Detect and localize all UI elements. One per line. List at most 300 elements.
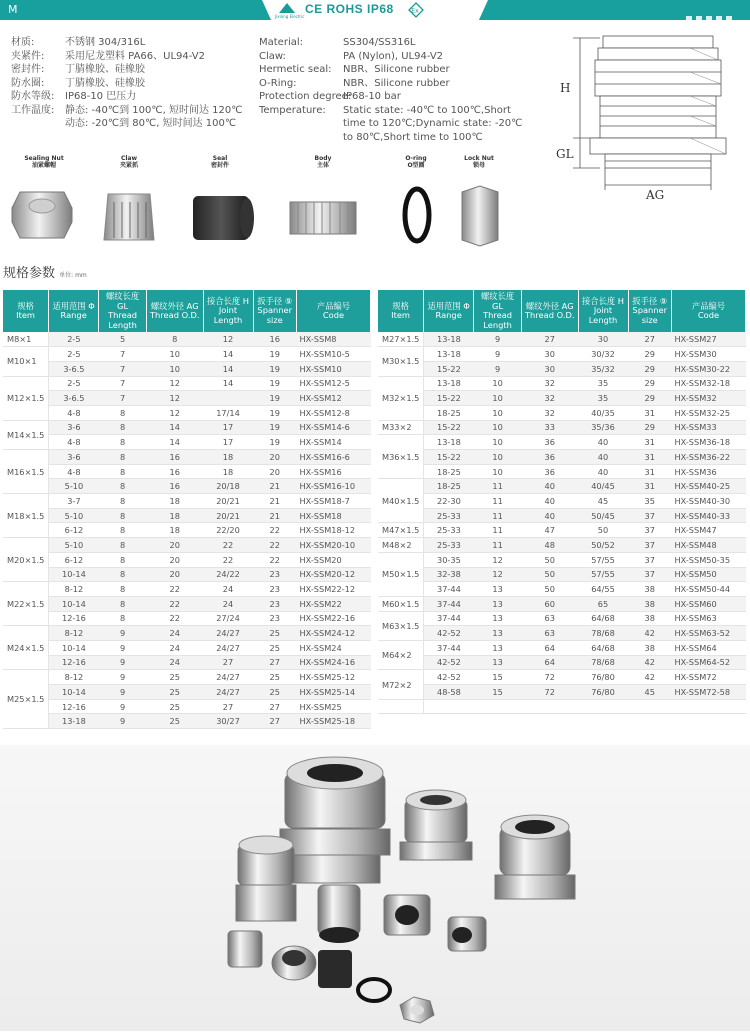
table-row xyxy=(3,450,371,465)
gland-medium xyxy=(400,790,472,860)
table-cell: 7 xyxy=(99,361,147,376)
table-cell: 20/21 xyxy=(203,494,253,509)
table-cell: HX-SSM18 xyxy=(297,508,371,523)
spec-row xyxy=(11,90,256,104)
table-cell: 8 xyxy=(99,450,147,465)
spec-row xyxy=(259,63,519,77)
table-cell: 12 xyxy=(146,405,203,420)
table-cell: 12 xyxy=(474,552,522,567)
table-cell: 3-6.5 xyxy=(49,361,99,376)
table-cell: 10 xyxy=(474,376,522,391)
table-cell: 5-10 xyxy=(49,508,99,523)
column-header-cn: 接合长度 H xyxy=(581,295,625,306)
table-cell: 38 xyxy=(628,611,671,626)
spec-row xyxy=(259,50,519,64)
table-cell: 38 xyxy=(628,582,671,597)
spec-key: Protection degree: xyxy=(259,91,352,102)
table-cell: 31 xyxy=(628,450,671,465)
table-cell: 78/68 xyxy=(578,626,628,641)
size-cell: M72×2 xyxy=(378,670,424,699)
table-cell: HX-SSM25-14 xyxy=(297,685,371,700)
table-cell: 25-33 xyxy=(424,523,474,538)
table-cell: HX-SSM16 xyxy=(297,464,371,479)
table-cell xyxy=(672,699,746,714)
svg-text:Jixiang Electric: Jixiang Electric xyxy=(275,14,305,19)
ex-mark-icon xyxy=(408,2,424,18)
part-name-en: O-ring xyxy=(405,155,427,162)
drawing-label-h: H xyxy=(560,81,571,95)
table-cell: 4-8 xyxy=(49,405,99,420)
spec-value: 动态: -20℃到 80℃, 短时间达 100℃ xyxy=(65,118,237,129)
size-cell: M14×1.5 xyxy=(3,420,49,449)
part-name-cn: O型圈 xyxy=(407,162,425,169)
table-cell: HX-SSM32 xyxy=(672,391,746,406)
table-cell: 17 xyxy=(203,435,253,450)
table-cell: 12-16 xyxy=(49,655,99,670)
spec-value: 静态: -40℃到 100℃, 短时间达 120℃ xyxy=(65,104,243,116)
table-row xyxy=(378,347,746,362)
table-cell: 18 xyxy=(203,450,253,465)
spec-key: 密封件: xyxy=(11,64,45,75)
header-bar xyxy=(0,0,750,20)
table-cell: 9 xyxy=(99,626,147,641)
column-header-en: Spanner size xyxy=(632,305,668,325)
table-cell: 20 xyxy=(146,552,203,567)
table-cell: 36 xyxy=(521,464,578,479)
column-header-cn: 螺纹外径 AG xyxy=(150,300,199,311)
table-cell: 29 xyxy=(628,376,671,391)
column-header-cn: 规格 xyxy=(17,300,34,311)
table-cell: 18-25 xyxy=(424,464,474,479)
table-cell xyxy=(424,699,474,714)
table-cell: 40 xyxy=(578,435,628,450)
table-row xyxy=(378,494,746,509)
table-cell: 11 xyxy=(474,523,522,538)
table-cell: 20 xyxy=(146,538,203,553)
product-photo xyxy=(0,745,750,1031)
column-header-en: Item xyxy=(16,310,36,320)
table-cell: HX-SSM25 xyxy=(297,699,371,714)
table-cell: 20/21 xyxy=(203,508,253,523)
table-cell: 10 xyxy=(474,450,522,465)
spec-value: SS304/SS316L xyxy=(343,37,416,48)
table-cell: 29 xyxy=(628,347,671,362)
column-header-en: Item xyxy=(391,310,411,320)
table-cell: 8 xyxy=(99,552,147,567)
column-header-cn: 螺纹外径 AG xyxy=(525,300,574,311)
table-cell: 9 xyxy=(474,347,522,362)
table-cell: 47 xyxy=(521,523,578,538)
table-cell: HX-SSM36-22 xyxy=(672,450,746,465)
spec-row xyxy=(259,131,519,145)
table-cell: 31 xyxy=(628,479,671,494)
table-cell: 50/45 xyxy=(578,508,628,523)
table-cell: 21 xyxy=(253,508,296,523)
column-header xyxy=(49,290,99,332)
table-row xyxy=(378,332,746,347)
table-cell: 38 xyxy=(628,596,671,611)
size-cell: M64×2 xyxy=(378,640,424,669)
table-cell: 10 xyxy=(146,361,203,376)
column-header-en: Thread O.D. xyxy=(524,310,575,320)
column-header-cn: 产品编号 xyxy=(316,300,351,311)
spec-table-title xyxy=(3,262,87,281)
table-row xyxy=(378,655,746,670)
table-cell: 22-30 xyxy=(424,494,474,509)
table-row xyxy=(3,552,371,567)
table-row xyxy=(378,405,746,420)
size-cell xyxy=(378,699,424,714)
table-row xyxy=(378,523,746,538)
table-cell: HX-SSM27 xyxy=(672,332,746,347)
table-row xyxy=(3,626,371,641)
table-cell: HX-SSM25-18 xyxy=(297,714,371,729)
table-cell: 23 xyxy=(253,582,296,597)
spec-value: PA (Nylon), UL94-V2 xyxy=(343,50,444,62)
spec-value: NBR、Silicone rubber xyxy=(343,64,450,75)
table-cell: 8-12 xyxy=(49,626,99,641)
parts-illustration xyxy=(0,152,510,252)
table-cell: 19 xyxy=(253,435,296,450)
column-header-cn: 扳手径 ⑨ xyxy=(257,295,293,306)
table-cell: HX-SSM30 xyxy=(672,347,746,362)
table-cell: 9 xyxy=(99,670,147,685)
table-cell: 50/52 xyxy=(578,538,628,553)
table-cell: 19 xyxy=(253,405,296,420)
table-row xyxy=(378,376,746,391)
table-cell: HX-SSM8 xyxy=(297,332,371,347)
column-header xyxy=(146,290,203,332)
table-cell: 35 xyxy=(578,376,628,391)
table-cell: 8 xyxy=(99,567,147,582)
table-cell: 8 xyxy=(99,494,147,509)
table-row xyxy=(3,640,371,655)
column-header xyxy=(474,290,522,332)
column-header-cn: 扳手径 ⑨ xyxy=(632,295,668,306)
table-cell: HX-SSM24-16 xyxy=(297,655,371,670)
table-cell: 20 xyxy=(253,464,296,479)
table-cell: 8-12 xyxy=(49,582,99,597)
table-cell: 38 xyxy=(628,640,671,655)
table-cell: 22 xyxy=(253,552,296,567)
table-cell: 13 xyxy=(474,596,522,611)
table-cell: 27 xyxy=(203,699,253,714)
table-cell: 13 xyxy=(474,640,522,655)
table-cell: 32 xyxy=(521,391,578,406)
table-cell: 65 xyxy=(578,596,628,611)
table-row xyxy=(3,494,371,509)
part-name-en: Seal xyxy=(212,155,228,162)
table-row xyxy=(378,626,746,641)
table-cell: 10 xyxy=(474,405,522,420)
table-cell: HX-SSM60 xyxy=(672,596,746,611)
table-cell: 24/27 xyxy=(203,626,253,641)
table-cell: 25 xyxy=(253,670,296,685)
table-cell: 8 xyxy=(99,420,147,435)
table-row xyxy=(378,699,746,714)
table-cell: 17/14 xyxy=(203,405,253,420)
table-cell: 76/80 xyxy=(578,670,628,685)
table-cell: HX-SSM40-25 xyxy=(672,479,746,494)
table-cell: 14 xyxy=(203,361,253,376)
table-cell: 13-18 xyxy=(424,332,474,347)
table-row xyxy=(3,582,371,597)
spec-value: 丁腈橡胶、硅橡胶 xyxy=(65,64,145,75)
table-cell: 12-16 xyxy=(49,699,99,714)
table-cell: 10 xyxy=(474,420,522,435)
table-row xyxy=(3,538,371,553)
spec-row xyxy=(11,77,256,91)
table-cell: 2-5 xyxy=(49,347,99,362)
table-cell: 27 xyxy=(253,714,296,729)
column-header xyxy=(99,290,147,332)
table-row xyxy=(3,508,371,523)
table-cell: 22/20 xyxy=(203,523,253,538)
table-cell: 20 xyxy=(253,450,296,465)
table-cell: 12 xyxy=(203,332,253,347)
table-cell: 16 xyxy=(146,450,203,465)
table-cell: 37-44 xyxy=(424,640,474,655)
table-cell: 15-22 xyxy=(424,450,474,465)
table-cell: 23 xyxy=(253,596,296,611)
table-cell: 29 xyxy=(628,420,671,435)
table-cell: 57/55 xyxy=(578,552,628,567)
table-cell: 32-38 xyxy=(424,567,474,582)
table-cell: HX-SSM22 xyxy=(297,596,371,611)
table-cell: 10-14 xyxy=(49,640,99,655)
column-header-cn: 产品编号 xyxy=(691,300,726,311)
part-name-en: Body xyxy=(314,155,332,162)
spec-row xyxy=(11,63,256,77)
table-cell: 10 xyxy=(474,435,522,450)
table-cell: 22 xyxy=(146,611,203,626)
part-name-cn: 夹紧抓 xyxy=(119,162,138,169)
table-cell: 40 xyxy=(521,479,578,494)
table-cell: 37-44 xyxy=(424,596,474,611)
table-cell: 16 xyxy=(146,464,203,479)
spec-value: to 80℃,Short time to 100℃ xyxy=(343,131,483,143)
table-cell: 18 xyxy=(146,494,203,509)
table-cell: HX-SSM63 xyxy=(672,611,746,626)
table-cell: 48 xyxy=(521,538,578,553)
table-cell: HX-SSM47 xyxy=(672,523,746,538)
table-cell: 6-12 xyxy=(49,552,99,567)
spec-value: 丁腈橡胶、硅橡胶 xyxy=(65,77,145,89)
table-cell: 40 xyxy=(521,494,578,509)
table-cell: 8 xyxy=(99,479,147,494)
column-header-cn: 接合长度 H xyxy=(206,295,250,306)
table-cell: 40 xyxy=(578,450,628,465)
parts-strip xyxy=(0,152,510,252)
table-cell: 50 xyxy=(578,523,628,538)
part-name-cn: 锁母 xyxy=(472,162,485,169)
table-cell: 9 xyxy=(99,714,147,729)
size-cell: M12×1.5 xyxy=(3,376,49,420)
table-cell: 14 xyxy=(146,435,203,450)
size-cell: M50×1.5 xyxy=(378,552,424,596)
table-cell: HX-SSM24 xyxy=(297,640,371,655)
table-cell: 25 xyxy=(253,640,296,655)
table-cell: HX-SSM64-52 xyxy=(672,655,746,670)
table-cell: 5 xyxy=(99,332,147,347)
table-cell: HX-SSM32-25 xyxy=(672,405,746,420)
table-cell: 9 xyxy=(474,361,522,376)
table-cell: 42 xyxy=(628,655,671,670)
column-header-cn: 规格 xyxy=(392,300,409,311)
table-row xyxy=(3,523,371,538)
table-cell: 22 xyxy=(203,552,253,567)
table-cell: 35 xyxy=(628,494,671,509)
table-cell: 37 xyxy=(628,523,671,538)
spec-title-unit: 单位: mm xyxy=(59,272,87,279)
table-cell: HX-SSM36-18 xyxy=(672,435,746,450)
table-row xyxy=(3,347,371,362)
column-header-cn: 螺纹长度 GL xyxy=(105,291,140,311)
table-cell: 25 xyxy=(253,626,296,641)
table-cell: 30/27 xyxy=(203,714,253,729)
table-row xyxy=(3,685,371,700)
table-cell: HX-SSM22-12 xyxy=(297,582,371,597)
table-cell: HX-SSM72 xyxy=(672,670,746,685)
table-cell: 40/35 xyxy=(578,405,628,420)
table-cell: HX-SSM10-5 xyxy=(297,347,371,362)
table-cell: 13 xyxy=(474,611,522,626)
spec-table-right xyxy=(378,290,746,714)
table-row xyxy=(378,596,746,611)
table-cell: 37-44 xyxy=(424,582,474,597)
table-cell: 64/68 xyxy=(578,611,628,626)
spec-value: NBR、Silicone rubber xyxy=(343,77,450,89)
table-cell: 32 xyxy=(521,405,578,420)
table-cell: 18-25 xyxy=(424,479,474,494)
table-cell: 13-18 xyxy=(424,347,474,362)
table-cell: 9 xyxy=(99,655,147,670)
table-cell: 3-6.5 xyxy=(49,391,99,406)
table-cell: HX-SSM50-35 xyxy=(672,552,746,567)
table-cell: HX-SSM20-12 xyxy=(297,567,371,582)
table-cell: 78/68 xyxy=(578,655,628,670)
table-cell: 13 xyxy=(474,655,522,670)
gland-left xyxy=(236,836,296,921)
table-row xyxy=(3,567,371,582)
table-cell: 16 xyxy=(253,332,296,347)
table-cell: 36 xyxy=(521,435,578,450)
table-cell: 40/45 xyxy=(578,479,628,494)
table-cell: 50 xyxy=(521,552,578,567)
column-header-cn: 适用范围 Φ xyxy=(52,300,95,311)
table-cell: HX-SSM72-58 xyxy=(672,685,746,700)
table-cell: 8 xyxy=(99,582,147,597)
table-row xyxy=(378,538,746,553)
table-cell: HX-SSM10 xyxy=(297,361,371,376)
table-cell: 13 xyxy=(474,626,522,641)
table-cell: 57/55 xyxy=(578,567,628,582)
cable-glands-photo xyxy=(0,745,750,1031)
table-cell: 24 xyxy=(146,655,203,670)
spec-key: Temperature: xyxy=(259,104,326,116)
spec-key: 材质: xyxy=(11,37,35,48)
table-row xyxy=(378,685,746,700)
table-cell: HX-SSM48 xyxy=(672,538,746,553)
table-cell: 11 xyxy=(474,538,522,553)
column-header-en: Code xyxy=(697,310,720,320)
table-cell: 22 xyxy=(253,538,296,553)
table-cell: 8 xyxy=(99,405,147,420)
table-cell: 12 xyxy=(474,567,522,582)
table-cell: 22 xyxy=(203,538,253,553)
table-cell xyxy=(474,699,522,714)
cert-marks: CE ROHS IP68 xyxy=(305,2,394,16)
table-cell: 6-12 xyxy=(49,523,99,538)
loose-parts xyxy=(228,931,434,1023)
table-cell: 63 xyxy=(521,611,578,626)
table-cell: 27 xyxy=(521,332,578,347)
table-row xyxy=(3,361,371,376)
table-cell: 21 xyxy=(253,494,296,509)
table-row xyxy=(378,420,746,435)
column-header-cn: 适用范围 Φ xyxy=(427,300,470,311)
table-cell: 35/32 xyxy=(578,361,628,376)
table-cell: 64/55 xyxy=(578,582,628,597)
table-cell: 27 xyxy=(253,699,296,714)
column-header-en: Thread Length xyxy=(483,310,513,330)
table-cell: 15 xyxy=(474,685,522,700)
table-cell: 8 xyxy=(146,332,203,347)
table-row xyxy=(378,552,746,567)
table-cell: 35/36 xyxy=(578,420,628,435)
table-row xyxy=(378,464,746,479)
table-cell: 37 xyxy=(628,508,671,523)
table-cell: 37 xyxy=(628,538,671,553)
table-cell: 25 xyxy=(146,670,203,685)
table-cell: 3-6 xyxy=(49,450,99,465)
size-cell: M32×1.5 xyxy=(378,376,424,420)
table-cell: 5-10 xyxy=(49,538,99,553)
table-row xyxy=(378,611,746,626)
table-cell: 25 xyxy=(253,685,296,700)
part-name-cn: 油紧螺帽 xyxy=(31,162,56,169)
table-cell: 8 xyxy=(99,538,147,553)
size-cell: M20×1.5 xyxy=(3,538,49,582)
table-cell: 29 xyxy=(628,361,671,376)
table-cell: 42 xyxy=(628,670,671,685)
table-cell: 4-8 xyxy=(49,464,99,479)
table-cell: 25 xyxy=(146,685,203,700)
size-cell: M60×1.5 xyxy=(378,596,424,611)
table-cell: 24/22 xyxy=(203,567,253,582)
table-cell: 11 xyxy=(474,479,522,494)
size-cell: M24×1.5 xyxy=(3,626,49,670)
spec-row xyxy=(259,117,523,131)
column-header-en: Joint Length xyxy=(588,305,618,325)
table-cell: 63 xyxy=(521,626,578,641)
table-cell: 8 xyxy=(99,611,147,626)
spec-row xyxy=(259,104,519,118)
table-cell: 31 xyxy=(628,405,671,420)
table-cell: 2-5 xyxy=(49,332,99,347)
table-cell: 4-8 xyxy=(49,435,99,450)
table-cell: 13 xyxy=(474,582,522,597)
technical-drawing xyxy=(540,30,745,205)
size-cell: M63×1.5 xyxy=(378,611,424,640)
table-cell: 23 xyxy=(253,567,296,582)
table-cell: 17 xyxy=(203,420,253,435)
part-name-cn: 密封件 xyxy=(210,162,229,169)
table-cell: 10 xyxy=(474,464,522,479)
table-cell: 25 xyxy=(146,699,203,714)
table-cell: 10 xyxy=(146,347,203,362)
table-row xyxy=(3,391,371,406)
